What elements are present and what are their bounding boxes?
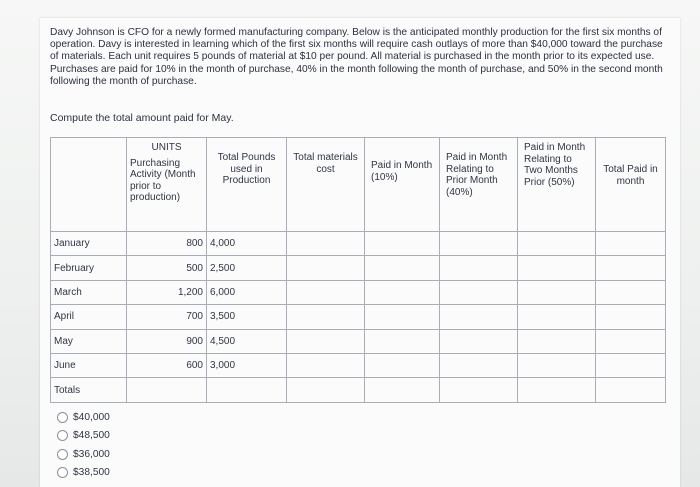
cell-paid-prior-month[interactable] <box>440 305 518 329</box>
row-month-label: Totals <box>51 378 127 402</box>
question-prompt: Compute the total amount paid for May. <box>50 112 234 124</box>
answer-option-3[interactable] <box>57 445 110 464</box>
cell-paid-in-month[interactable] <box>365 329 440 353</box>
cell-paid-two-months-prior[interactable] <box>518 305 596 329</box>
worksheet-table <box>50 137 666 403</box>
cell-total-paid[interactable] <box>596 329 666 353</box>
cell-paid-prior-month[interactable] <box>440 280 518 304</box>
cell-paid-prior-month[interactable] <box>440 232 518 256</box>
row-month-label: April <box>51 305 127 329</box>
row-units: 500 <box>127 256 207 280</box>
table-row <box>51 329 666 353</box>
cell-total-materials-cost[interactable] <box>287 232 365 256</box>
cell-paid-prior-month[interactable] <box>440 329 518 353</box>
cell-total-paid[interactable] <box>596 256 666 280</box>
row-pounds: 4,500 <box>207 329 287 353</box>
radio-button-icon[interactable] <box>57 430 68 441</box>
cell-paid-prior-month[interactable] <box>440 378 518 402</box>
table-row <box>51 353 666 377</box>
row-month-label: February <box>51 256 127 280</box>
table-row <box>51 256 666 280</box>
row-month-label: March <box>51 280 127 304</box>
row-month-label: June <box>51 353 127 377</box>
cell-total-paid[interactable] <box>596 232 666 256</box>
row-pounds: 4,000 <box>207 232 287 256</box>
row-pounds: 6,000 <box>207 280 287 304</box>
row-units: 900 <box>127 329 207 353</box>
totals-row <box>51 378 666 402</box>
table-row <box>51 305 666 329</box>
cell-total-materials-cost[interactable] <box>287 353 365 377</box>
cell-paid-prior-month[interactable] <box>440 256 518 280</box>
row-month-label: May <box>51 329 127 353</box>
cell-paid-in-month[interactable] <box>365 353 440 377</box>
table-header-row <box>51 138 666 232</box>
header-units-title: UNITS <box>151 142 182 153</box>
answer-options <box>57 408 110 482</box>
cell-total-materials-cost[interactable] <box>287 305 365 329</box>
header-paid-two-months-prior: Paid in Month Relating to Two Months Prior (50%) <box>518 138 596 232</box>
answer-option-1[interactable] <box>57 408 110 427</box>
header-month <box>51 138 127 232</box>
cell-total-paid[interactable] <box>596 378 666 402</box>
header-total-paid: Total Paid in month <box>596 138 666 232</box>
cell-paid-in-month[interactable] <box>365 256 440 280</box>
header-total-materials-cost: Total materials cost <box>287 138 365 232</box>
cell-total-paid[interactable] <box>596 280 666 304</box>
cell-total-materials-cost[interactable] <box>287 280 365 304</box>
cell-paid-in-month[interactable] <box>365 305 440 329</box>
row-units: 1,200 <box>127 280 207 304</box>
cell-total-materials-cost[interactable] <box>287 378 365 402</box>
cell-paid-in-month[interactable] <box>365 280 440 304</box>
cell-paid-two-months-prior[interactable] <box>518 232 596 256</box>
row-units <box>127 378 207 402</box>
radio-button-icon[interactable] <box>57 412 68 423</box>
answer-option-label: $38,500 <box>73 467 110 479</box>
cell-paid-two-months-prior[interactable] <box>518 329 596 353</box>
row-units: 600 <box>127 353 207 377</box>
header-paid-in-month: Paid in Month (10%) <box>365 138 440 232</box>
cell-total-paid[interactable] <box>596 353 666 377</box>
table-row <box>51 280 666 304</box>
cell-paid-two-months-prior[interactable] <box>518 378 596 402</box>
radio-button-icon[interactable] <box>57 467 68 478</box>
cell-paid-two-months-prior[interactable] <box>518 353 596 377</box>
cell-paid-in-month[interactable] <box>365 378 440 402</box>
cell-total-materials-cost[interactable] <box>287 329 365 353</box>
answer-option-label: $36,000 <box>73 448 110 460</box>
header-units <box>127 138 207 232</box>
table-row <box>51 232 666 256</box>
header-units-sub: Purchasing Activity (Month prior to production) <box>130 157 196 203</box>
answer-option-2[interactable] <box>57 427 110 446</box>
question-text: Davy Johnson is CFO for a newly formed manufacturing company. Below is the anticipated monthly production for the first six months of operation. Davy is interested in learning which of the first six months will require cash outlays of more than $40,000 toward the purchase of materials. Each unit requires 5 pounds of material at $10 per pound. All material is purchased in the month prior to its expected use. Purchases are paid for 10% in the month of purchase, 40% in the month following the month of purchase, and 50% in the second month following the month of purchase. <box>50 27 663 87</box>
row-units: 700 <box>127 305 207 329</box>
cell-paid-prior-month[interactable] <box>440 353 518 377</box>
row-month-label: January <box>51 232 127 256</box>
header-paid-prior-month: Paid in Month Relating to Prior Month (40%) <box>440 138 518 232</box>
answer-option-4[interactable] <box>57 464 110 483</box>
answer-option-label: $40,000 <box>73 411 110 423</box>
header-total-pounds: Total Pounds used in Production <box>207 138 287 232</box>
row-pounds: 2,500 <box>207 256 287 280</box>
cell-paid-in-month[interactable] <box>365 232 440 256</box>
answer-option-label: $48,500 <box>73 430 110 442</box>
row-pounds <box>207 378 287 402</box>
cell-paid-two-months-prior[interactable] <box>518 280 596 304</box>
radio-button-icon[interactable] <box>57 449 68 460</box>
cell-total-materials-cost[interactable] <box>287 256 365 280</box>
row-pounds: 3,000 <box>207 353 287 377</box>
row-units: 800 <box>127 232 207 256</box>
row-pounds: 3,500 <box>207 305 287 329</box>
cell-total-paid[interactable] <box>596 305 666 329</box>
cell-paid-two-months-prior[interactable] <box>518 256 596 280</box>
